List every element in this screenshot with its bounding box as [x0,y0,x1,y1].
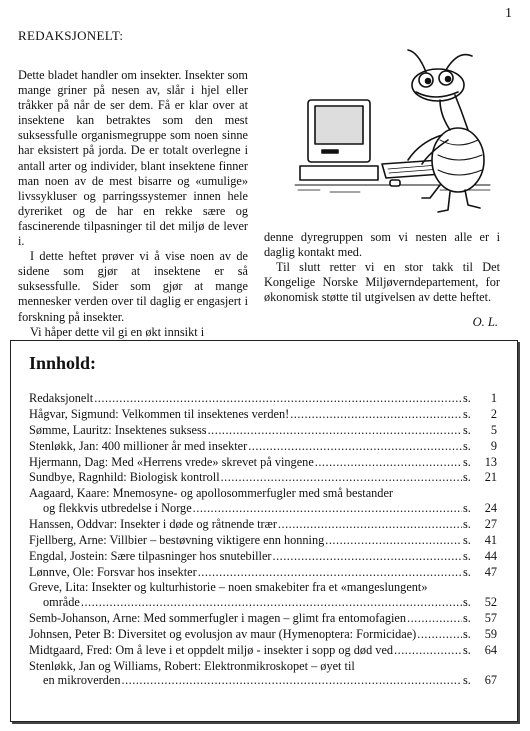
toc-page-prefix: s. [463,454,471,469]
toc-entry-title: og flekkvis utbredelse i Norge [43,500,192,515]
toc-line [29,391,497,406]
toc-leader-dots [208,423,462,438]
toc-page-prefix: s. [463,422,471,437]
toc-page-prefix: s. [463,642,471,657]
toc-leader-dots [81,595,462,610]
toc-leader-dots [193,501,462,516]
editorial-signature: O. L. [472,315,498,329]
toc-entry [29,439,497,454]
toc-page-prefix: s. [463,516,471,531]
toc-page-number: 57 [484,610,497,625]
toc-entry [29,643,497,658]
toc-page-prefix: s. [463,470,471,485]
toc-page-prefix: s. [463,438,471,453]
toc-line [29,580,497,595]
toc-line [29,423,497,438]
toc-line [29,455,497,470]
toc-entry [29,407,497,422]
toc-page-number: 59 [484,626,497,641]
toc-entry-title: Lønnve, Ole: Forsvar hos insekter [29,564,197,579]
toc-entry [29,659,497,688]
toc-line [29,643,497,658]
toc-page-number: 64 [484,642,497,657]
toc-entry [29,391,497,406]
toc-leader-dots [198,565,462,580]
toc-entry-title: Hjermann, Dag: Med «Herrens vrede» skrevet på vingene [29,454,314,469]
toc-entry [29,611,497,626]
editorial-title: REDAKSJONELT: [18,28,124,43]
toc-leader-dots [273,549,463,564]
editorial-paragraph: denne dyregruppen som vi nesten alle er i daglig kontakt med. [264,230,500,260]
toc-page-number: 41 [484,532,497,547]
toc-entry [29,549,497,564]
toc-entry [29,565,497,580]
toc-leader-dots [94,391,462,406]
toc-heading: Innhold: [29,353,97,373]
toc-line [29,659,497,674]
toc-line [29,486,497,501]
toc-line [29,627,497,642]
toc-entry-title: Fjellberg, Arne: Villbier – bestøvning viktigere enn honning [29,532,325,547]
toc-entry [29,517,497,532]
toc-page-number: 44 [484,548,497,563]
toc-leader-dots [248,439,462,454]
toc-entry-title: Johnsen, Peter B: Diversitet og evolusjon av maur (Hymenoptera: Formicidae) [29,626,417,641]
table-of-contents [10,340,518,722]
toc-line [29,549,497,564]
toc-entry-title: Redaksjonelt [29,391,94,405]
toc-page-number: 67 [484,673,497,688]
toc-line [29,565,497,580]
toc-page-prefix: s. [463,564,471,579]
page-number: 1 [505,6,512,21]
toc-page-number: 1 [490,391,497,405]
editorial-right-column [264,230,500,305]
editorial-paragraph: I dette heftet prøver vi å vise noen av de sidene som gjør at insektene er så suksessfulle. Sider som gjør at mange mennesker verden over til daglig er engasjert i forskning på insekter. [18,249,248,324]
toc-entry-title: Engdal, Jostein: Sære tilpasninger hos snutebiller [29,548,272,563]
toc-line [29,407,497,422]
toc-entry-title: Stenløkk, Jan og Williams, Robert: Elektronmikroskopet – øyet til [29,658,355,673]
toc-entry-title: Stenløkk, Jan: 400 millioner år med insekter [29,438,248,453]
toc-page-prefix: s. [463,626,471,641]
editorial-paragraph: Dette bladet handler om insekter. Insekter som mange griner på nesen av, slår i hjel eller tråkker på når de ser dem. Få er klar over at insektene kan betraktes som den mest suksessfulle organismegruppe som noen sinne har eksistert på jorda. De er totalt overlegne i antall arter og individer, blant insektene finner man noen av de mest bisarre og «umulige» livssykluser og parringssystemer innen hele dyreriket og de har en rekke sære og fascinerende tilpasninger til det miljø de lever i. [18,68,248,249]
toc-entry [29,486,497,515]
toc-page-prefix: s. [463,673,471,688]
toc-entry [29,455,497,470]
toc-page-prefix: s. [463,532,471,547]
toc-entry-title: Semb-Johanson, Arne: Med sommerfugler i magen – glimt fra entomofagien [29,610,407,625]
toc-line [29,439,497,454]
toc-line [29,595,497,610]
toc-page-prefix: s. [463,548,471,563]
toc-page-number: 5 [490,422,497,437]
toc-entry [29,627,497,642]
editorial-paragraph: Vi håper dette vil gi en økt innsikt i [30,324,205,339]
toc-line [29,611,497,626]
toc-page-prefix: s. [463,500,471,515]
toc-page-prefix: s. [463,391,471,405]
toc-leader-dots [290,407,462,422]
toc-line [29,470,497,485]
editorial-paragraph: Til slutt retter vi en stor takk til Det Kongelige Norske Miljøverndepartement, for økonomisk støtte til utgivelsen av dette heftet. [264,260,500,305]
toc-line [29,533,497,548]
insect-at-computer-illustration [290,40,500,230]
toc-entry [29,470,497,485]
toc-page-number: 47 [484,564,497,579]
toc-entry [29,423,497,438]
toc-leader-dots [122,673,462,688]
toc-leader-dots [315,455,462,470]
toc-leader-dots [278,517,462,532]
toc-leader-dots [394,643,462,658]
toc-page-number: 2 [490,406,497,421]
toc-page-number: 13 [484,454,497,469]
toc-entry-title: område [43,594,80,609]
toc-page-number: 21 [484,470,497,485]
toc-leader-dots [325,533,462,548]
toc-entry-title: Sømme, Lauritz: Insektenes suksess [29,422,207,437]
toc-entry [29,533,497,548]
toc-page-prefix: s. [463,406,471,421]
toc-entry-title: Hanssen, Oddvar: Insekter i døde og råtnende trær [29,516,277,531]
toc-page-number: 9 [490,438,497,453]
toc-leader-dots [417,627,462,642]
toc-leader-dots [407,611,462,626]
toc-line [29,517,497,532]
toc-entry-title: Sundbye, Ragnhild: Biologisk kontroll [29,470,220,485]
toc-page-prefix: s. [463,594,471,609]
toc-leader-dots [221,470,462,485]
toc-entry-title: Hågvar, Sigmund: Velkommen til insektenes verden! [29,406,290,421]
toc-page-number: 24 [484,500,497,515]
toc-entry-title: Aagaard, Kaare: Mnemosyne- og apollosommerfugler med små bestander [29,486,394,501]
toc-list [29,391,497,689]
toc-line [29,673,497,688]
toc-page-prefix: s. [463,610,471,625]
toc-page-number: 27 [484,516,497,531]
toc-entry-title: Midtgaard, Fred: Om å leve i et oppdelt miljø - insekter i sopp og død ved [29,642,394,657]
editorial-left-column [18,68,248,340]
toc-line [29,501,497,516]
toc-entry-title: Greve, Lita: Insekter og kulturhistorie – noen smakebiter fra et «mangeslungent» [29,580,428,595]
toc-entry-title: en mikroverden [43,673,121,688]
toc-page-number: 52 [484,594,497,609]
toc-entry [29,580,497,609]
